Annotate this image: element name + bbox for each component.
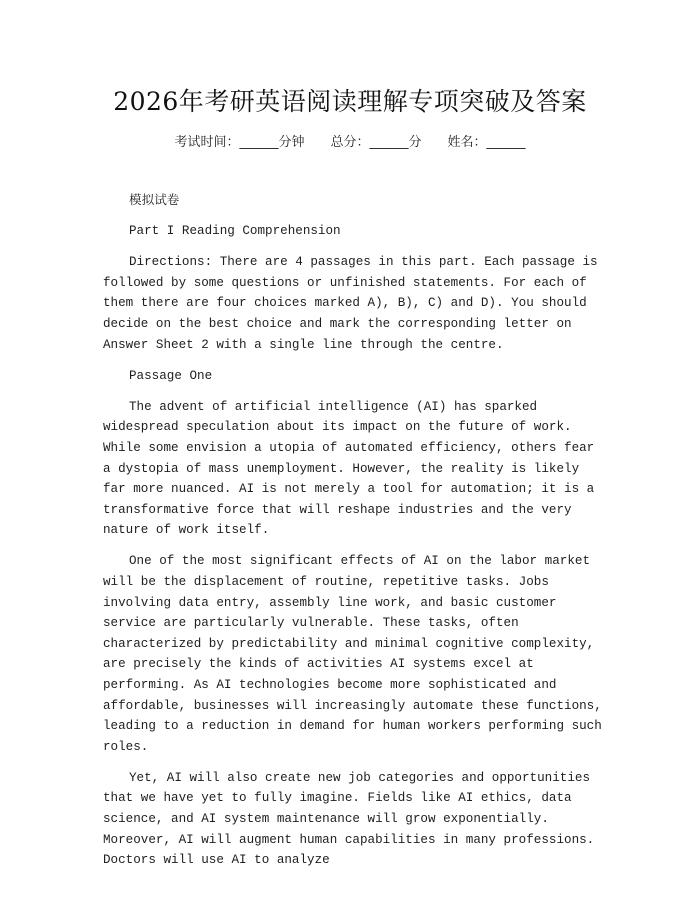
directions-paragraph: Directions: There are 4 passages in this part. Each passage is followed by some questions or unfinished statements. For each of them there are four choices marked A), B), C) and D). You should decide on the best choice and mark the corresponding letter on Answer Sheet 2 with a single line through the centre. (103, 255, 598, 352)
total-score-field: 总分：______分 (330, 135, 422, 150)
part-title: Part I Reading Comprehension (129, 224, 341, 239)
passage-title: Passage One (129, 368, 213, 383)
passage-paragraph-1: The advent of artificial intelligence (AI) has sparked widespread speculation about its impact on the future of work. While some envision a utopia of automated efficiency, others fear a dystopia of mass unemployment. However, the reality is likely far more nuanced. AI is not merely a tool for automation; it is a transformative force that will reshape industries and the very nature of work itself. (103, 399, 595, 538)
section-label: 模拟试卷 (129, 192, 180, 207)
passage-paragraph-3: Yet, AI will also create new job categories and opportunities that we have yet to fully imagine. Fields like AI ethics, data science, and AI system maintenance will grow exponentially. Moreover, AI will augment human capabilities in many professions. Doctors will use AI to analyze (103, 770, 595, 868)
document-title: 2026年考研英语阅读理解专项突破及答案 (113, 87, 587, 116)
document-body (103, 190, 603, 881)
passage-paragraph-2: One of the most significant effects of AI on the labor market will be the displacement of routine, repetitive tasks. Jobs involving data entry, assembly line work, and basic customer service are particularly vulnerable. These tasks, often characterized by predictability and minimal cognitive complexity, are precisely the kinds of activities AI systems excel at performing. As AI technologies become more sophisticated and affordable, businesses will increasingly automate these functions, leading to a reduction in demand for human workers performing such roles. (103, 554, 602, 754)
exam-info-line (0, 131, 700, 150)
name-field: 姓名：______ (447, 135, 526, 150)
exam-time-field: 考试时间：______分钟 (174, 135, 305, 150)
